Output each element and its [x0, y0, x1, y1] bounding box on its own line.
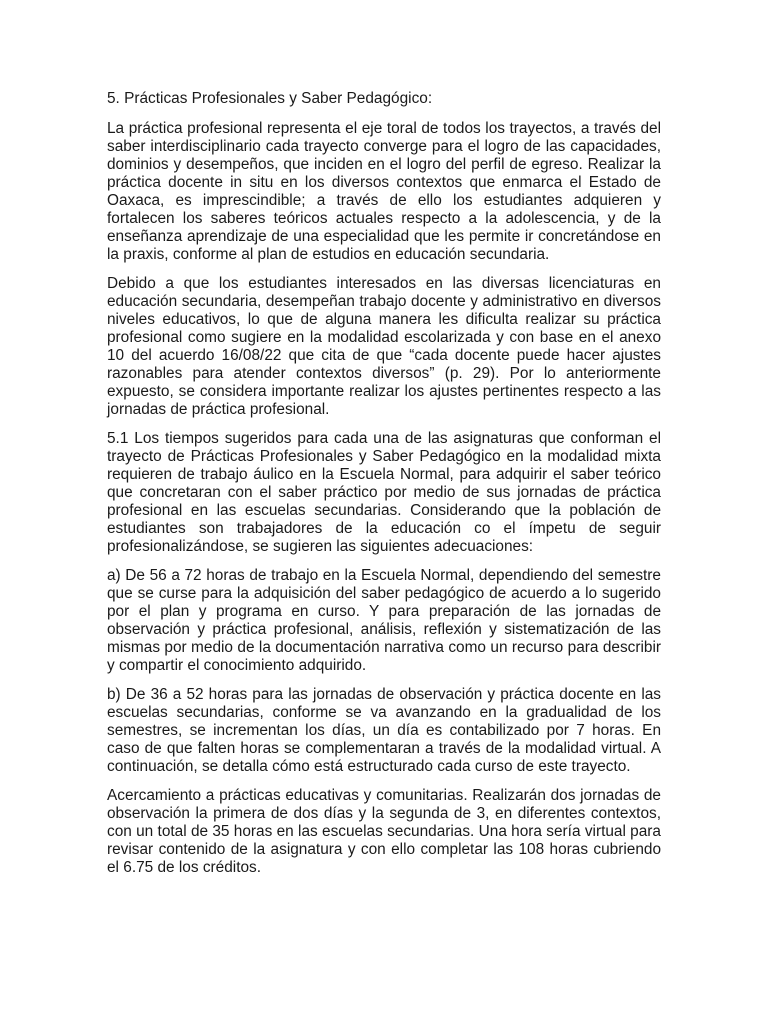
paragraph-item-b: b) De 36 a 52 horas para las jornadas de observación y práctica docente en las escuelas secundarias, conforme se va avanzando en la gradualidad de los semestres, se incrementan los días, un día es contabilizado por 7 horas. En caso de que falten horas se complementaran a través de la modalidad virtual. A continuación, se detalla cómo está estructurado cada curso de este trayecto. — [107, 686, 661, 775]
paragraph-practica-profesional: La práctica profesional representa el eje toral de todos los trayectos, a través del saber interdisciplinario cada trayecto converge para el logro de las capacidades, dominios y desempeños, que inciden en el logro del perfil de egreso. Realizar la práctica docente in situ en los diversos contextos que enmarca el Estado de Oaxaca, es imprescindible; a través de ello los estudiantes adquieren y fortalecen los saberes teóricos actuales respecto a la adolescencia, y de la enseñanza aprendizaje de una especialidad que les permite ir concretándose en la praxis, conforme al plan de estudios en educación secundaria. — [107, 120, 661, 263]
paragraph-tiempos-sugeridos: 5.1 Los tiempos sugeridos para cada una de las asignaturas que conforman el trayecto de Prácticas Profesionales y Saber Pedagógico en la modalidad mixta requieren de trabajo áulico en la Escuela Normal, para adquirir el saber teórico que concretaran con el saber práctico por medio de sus jornadas de práctica profesional en las escuelas secundarias. Considerando que la población de estudiantes son trabajadores de la educación co el ímpetu de seguir profesionalizándose, se sugieren las siguientes adecuaciones: — [107, 430, 661, 555]
section-heading: 5. Prácticas Profesionales y Saber Pedagógico: — [107, 90, 433, 107]
paragraph-debido: Debido a que los estudiantes interesados en las diversas licenciaturas en educación secundaria, desempeñan trabajo docente y administrativo en diversos niveles educativos, lo que de alguna manera les dificulta realizar su práctica profesional como sugiere en la modalidad escolarizada y con base en el anexo 10 del acuerdo 16/08/22 que cita de que “cada docente puede hacer ajustes razonables para atender contextos diversos” (p. 29). Por lo anteriormente expuesto, se considera importante realizar los ajustes pertinentes respecto a las jornadas de práctica profesional. — [107, 275, 661, 418]
paragraph-item-a: a) De 56 a 72 horas de trabajo en la Escuela Normal, dependiendo del semestre que se curse para la adquisición del saber pedagógico de acuerdo a lo sugerido por el plan y programa en curso. Y para preparación de las jornadas de observación y práctica profesional, análisis, reflexión y sistematización de las mismas por medio de la documentación narrativa como un recurso para describir y compartir el conocimiento adquirido. — [107, 567, 661, 674]
paragraph-acercamiento: Acercamiento a prácticas educativas y comunitarias. Realizarán dos jornadas de observación la primera de dos días y la segunda de 3, en diferentes contextos, con un total de 35 horas en las escuelas secundarias. Una hora sería virtual para revisar contenido de la asignatura y con ello completar las 108 horas cubriendo el 6.75 de los créditos. — [107, 787, 661, 876]
